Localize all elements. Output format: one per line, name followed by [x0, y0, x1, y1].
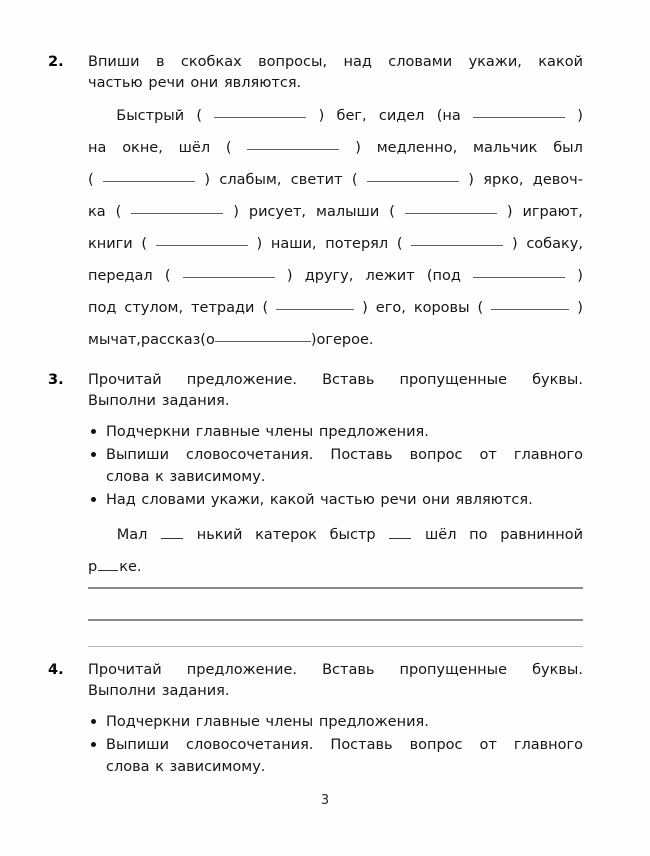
word: Мал	[116, 527, 148, 543]
word: светит	[290, 172, 343, 188]
answer-blank[interactable]	[214, 108, 306, 124]
word: (на	[436, 108, 461, 124]
bullet-text-line-2: слова к зависимому.	[106, 469, 266, 485]
word: )	[577, 108, 583, 124]
word: р	[88, 559, 98, 575]
word: (	[115, 204, 122, 220]
answer-blank[interactable]	[276, 300, 354, 316]
sentence-line	[88, 332, 583, 364]
word: )	[511, 236, 518, 252]
exercise-4-instruction	[88, 660, 583, 702]
word: катерок	[255, 527, 317, 543]
word: малыши	[316, 204, 380, 220]
bullet-dot-icon	[91, 742, 96, 747]
word: стулом,	[124, 300, 184, 316]
missing-letter-blank[interactable]	[98, 570, 118, 571]
word: рассказ	[140, 332, 201, 348]
word: (	[389, 204, 395, 220]
word: героe.	[325, 332, 374, 348]
answer-blank[interactable]	[156, 236, 248, 252]
exercise-3-instruction-line-1: Прочитай предложение. Вставь пропущенные буквы.	[88, 372, 583, 388]
answer-blank[interactable]	[183, 268, 275, 284]
bullet-dot-icon	[91, 429, 96, 434]
word: быстр	[329, 527, 376, 543]
sentence-line	[88, 140, 583, 172]
word: девоч-	[532, 172, 583, 188]
answer-blank[interactable]	[215, 332, 311, 348]
word: )	[355, 140, 361, 156]
answer-blank[interactable]	[491, 300, 569, 316]
word: )	[204, 172, 211, 188]
sentence-line	[88, 268, 583, 300]
word: (	[88, 172, 94, 188]
sentence-line	[88, 172, 583, 204]
answer-rule-3[interactable]	[88, 646, 583, 647]
exercise-4-instruction-line-1: Прочитай предложение. Вставь пропущенные буквы.	[88, 662, 583, 678]
word: )	[310, 332, 317, 348]
word: )	[256, 236, 263, 252]
bullet-text-line-2: слова к зависимому.	[106, 759, 266, 775]
word: играют,	[522, 204, 583, 220]
word: другу,	[304, 268, 354, 284]
word: потерял	[325, 236, 389, 252]
word: (	[196, 108, 203, 124]
word: )	[506, 204, 513, 220]
word: (	[141, 236, 148, 252]
word: был	[553, 140, 583, 156]
exercise-4-body	[88, 660, 583, 778]
bullet-text-line-1: Выпиши словосочетания. Поставь вопрос от главного	[106, 447, 583, 463]
word: равнинной	[500, 527, 583, 543]
bullet-text-line-1: Над словами укажи, какой частью речи они являются.	[106, 492, 533, 508]
word: передал	[88, 268, 153, 284]
exercise-4-number: 4.	[48, 662, 64, 678]
word: )	[468, 172, 474, 188]
bullet-item	[88, 734, 583, 778]
word: на	[88, 140, 107, 156]
word: лежит	[365, 268, 415, 284]
bullet-item	[88, 711, 583, 733]
word: (	[262, 300, 269, 316]
word: сидел	[378, 108, 425, 124]
word: )	[577, 268, 583, 284]
exercise-4-instruction-line-2: Выполни задания.	[88, 683, 230, 699]
answer-blank[interactable]	[411, 236, 503, 252]
sentence-line	[88, 236, 583, 268]
word: (	[351, 172, 358, 188]
exercise-4	[48, 660, 583, 779]
answer-rule-1[interactable]	[88, 587, 583, 589]
word: ка	[88, 204, 106, 220]
bullet-text-line-1: Подчеркни главные члены предложения.	[106, 424, 429, 440]
word: коровы	[413, 300, 470, 316]
answer-rule-2[interactable]	[88, 619, 583, 621]
exercise-2-instruction-line-2: частью речи они являются.	[88, 75, 302, 91]
sentence-line	[88, 527, 583, 559]
word: наши,	[270, 236, 317, 252]
exercise-3-body	[88, 370, 583, 591]
word: окне,	[122, 140, 163, 156]
answer-blank[interactable]	[103, 172, 195, 188]
word: тетради	[191, 300, 255, 316]
word: мальчик	[473, 140, 538, 156]
bullet-item	[88, 489, 583, 511]
word: книги	[88, 236, 133, 252]
word: (	[164, 268, 171, 284]
word: шёл	[178, 140, 211, 156]
sentence-line	[88, 108, 583, 140]
exercise-2-instruction-line-1: Впиши в скобках вопросы, над словами укажи, какой	[88, 54, 583, 70]
missing-letter-blank[interactable]	[161, 538, 183, 539]
bullet-text-line-1: Подчеркни главные члены предложения.	[106, 714, 429, 730]
page-number: 3	[320, 793, 330, 808]
word: )	[318, 108, 325, 124]
word: нький	[196, 527, 243, 543]
word: рисует,	[248, 204, 307, 220]
exercise-3-bullet-list	[88, 421, 583, 511]
bullet-dot-icon	[91, 452, 96, 457]
word: ярко,	[483, 172, 524, 188]
sentence-line	[88, 204, 583, 236]
word: по	[469, 527, 488, 543]
exercise-2	[48, 52, 583, 364]
exercise-3	[48, 370, 583, 591]
word: слабым,	[219, 172, 282, 188]
word: (	[225, 140, 232, 156]
answer-blank[interactable]	[367, 172, 459, 188]
bullet-dot-icon	[91, 719, 96, 724]
word: (под	[426, 268, 461, 284]
bullet-item	[88, 421, 583, 443]
exercise-3-sentence[interactable]	[88, 527, 583, 591]
word: (	[396, 236, 403, 252]
answer-blank[interactable]	[131, 204, 223, 220]
word: Быстрый	[116, 108, 185, 124]
exercise-2-body	[88, 52, 583, 364]
exercise-4-bullet-list	[88, 711, 583, 778]
word: (о	[200, 332, 215, 348]
exercise-2-instruction	[88, 52, 583, 94]
answer-blank[interactable]	[405, 204, 497, 220]
word: бег,	[336, 108, 367, 124]
bullet-text-line-1: Выпиши словосочетания. Поставь вопрос от главного	[106, 737, 583, 753]
word: мычат,	[88, 332, 141, 348]
word: (	[477, 300, 484, 316]
exercise-3-instruction	[88, 370, 583, 412]
word: )	[362, 300, 368, 316]
word: о	[316, 332, 326, 348]
word: его,	[375, 300, 406, 316]
exercise-3-instruction-line-2: Выполни задания.	[88, 393, 230, 409]
answer-blank[interactable]	[247, 140, 339, 156]
bullet-item	[88, 444, 583, 488]
answer-blank[interactable]	[473, 268, 565, 284]
word: собаку,	[526, 236, 583, 252]
sentence-line	[88, 300, 583, 332]
exercise-2-fill-in-text[interactable]	[88, 108, 583, 364]
word: )	[577, 300, 583, 316]
missing-letter-blank[interactable]	[389, 538, 411, 539]
exercise-3-number: 3.	[48, 372, 64, 388]
word: )	[233, 204, 239, 220]
word: медленно,	[376, 140, 458, 156]
word: ке.	[119, 559, 142, 575]
word: )	[286, 268, 293, 284]
answer-blank[interactable]	[473, 108, 565, 124]
exercise-2-number: 2.	[48, 54, 64, 70]
word: шёл	[425, 527, 457, 543]
bullet-dot-icon	[91, 497, 96, 502]
word: под	[88, 300, 117, 316]
